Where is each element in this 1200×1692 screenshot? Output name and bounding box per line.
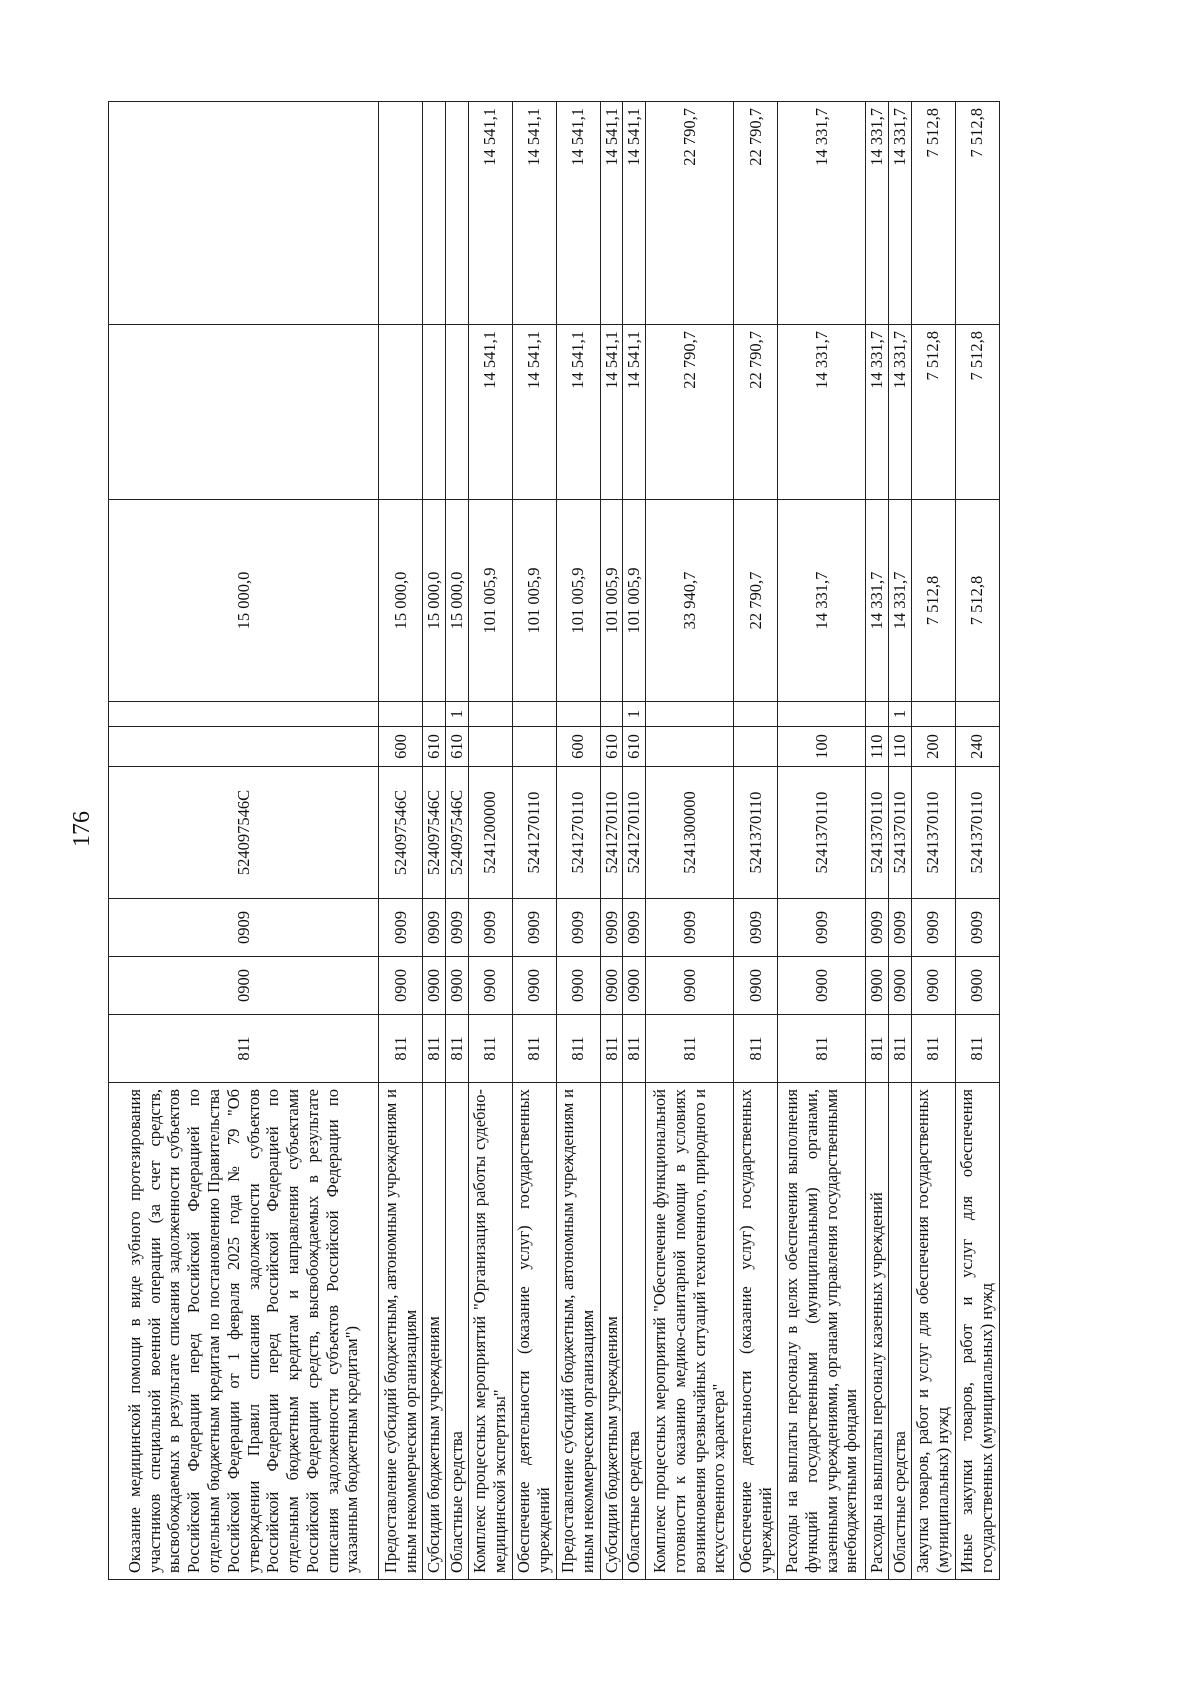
cell-vr: 200 bbox=[911, 727, 955, 767]
cell-rz: 0900 bbox=[911, 957, 955, 1015]
table-row bbox=[556, 102, 600, 1580]
cell-name: Закупка товаров, работ и услуг для обеспечения государственных (муниципальных) нужд bbox=[911, 1083, 955, 1580]
cell-v1: 15 000,0 bbox=[109, 500, 379, 702]
cell-gr: 811 bbox=[955, 1015, 999, 1083]
cell-v1: 101 005,9 bbox=[556, 500, 600, 702]
cell-vr bbox=[512, 727, 556, 767]
table-row bbox=[600, 102, 623, 1580]
cell-vr: 100 bbox=[778, 727, 866, 767]
table-row bbox=[911, 102, 955, 1580]
cell-mark bbox=[778, 702, 866, 727]
cell-v2: 14 541,1 bbox=[556, 325, 600, 500]
cell-mark: 1 bbox=[445, 702, 468, 727]
cell-mark bbox=[734, 702, 778, 727]
cell-v3: 14 541,1 bbox=[600, 102, 623, 325]
cell-cs: 524097546C bbox=[379, 767, 423, 899]
cell-mark bbox=[379, 702, 423, 727]
cell-v2: 14 331,7 bbox=[778, 325, 866, 500]
page-number: 176 bbox=[69, 811, 95, 847]
cell-cs: 5241270110 bbox=[600, 767, 623, 899]
table-row bbox=[778, 102, 866, 1580]
cell-v2 bbox=[423, 325, 446, 500]
cell-v3: 14 331,7 bbox=[778, 102, 866, 325]
cell-cs: 524097546C bbox=[109, 767, 379, 899]
cell-gr: 811 bbox=[911, 1015, 955, 1083]
cell-gr: 811 bbox=[109, 1015, 379, 1083]
cell-rz: 0900 bbox=[888, 957, 911, 1015]
cell-pr: 0909 bbox=[623, 899, 646, 957]
table-row bbox=[646, 102, 734, 1580]
cell-gr: 811 bbox=[512, 1015, 556, 1083]
cell-vr: 240 bbox=[955, 727, 999, 767]
cell-mark bbox=[911, 702, 955, 727]
cell-v3: 14 541,1 bbox=[556, 102, 600, 325]
cell-v2: 22 790,7 bbox=[734, 325, 778, 500]
cell-v3: 14 541,1 bbox=[468, 102, 512, 325]
cell-v1: 7 512,8 bbox=[955, 500, 999, 702]
cell-cs: 524097546C bbox=[423, 767, 446, 899]
cell-v2 bbox=[445, 325, 468, 500]
cell-gr: 811 bbox=[888, 1015, 911, 1083]
cell-gr: 811 bbox=[734, 1015, 778, 1083]
cell-v2: 14 331,7 bbox=[866, 325, 889, 500]
cell-mark bbox=[646, 702, 734, 727]
cell-v3 bbox=[379, 102, 423, 325]
budget-table-sheet bbox=[108, 102, 1048, 1580]
cell-pr: 0909 bbox=[109, 899, 379, 957]
cell-v1: 22 790,7 bbox=[734, 500, 778, 702]
cell-name: Комплекс процессных мероприятий "Организация работы судебно-медицинской экспертизы" bbox=[468, 1083, 512, 1580]
cell-v3 bbox=[109, 102, 379, 325]
cell-rz: 0900 bbox=[623, 957, 646, 1015]
cell-pr: 0909 bbox=[423, 899, 446, 957]
cell-pr: 0909 bbox=[866, 899, 889, 957]
cell-pr: 0909 bbox=[556, 899, 600, 957]
cell-v2: 14 541,1 bbox=[468, 325, 512, 500]
cell-v1: 101 005,9 bbox=[623, 500, 646, 702]
cell-v1: 33 940,7 bbox=[646, 500, 734, 702]
table-row bbox=[955, 102, 999, 1580]
table-row bbox=[445, 102, 468, 1580]
cell-rz: 0900 bbox=[778, 957, 866, 1015]
cell-gr: 811 bbox=[379, 1015, 423, 1083]
cell-vr: 600 bbox=[379, 727, 423, 767]
cell-name: Обеспечение деятельности (оказание услуг) государственных учреждений bbox=[734, 1083, 778, 1580]
cell-v1: 101 005,9 bbox=[600, 500, 623, 702]
cell-cs: 5241270110 bbox=[512, 767, 556, 899]
cell-v3: 14 541,1 bbox=[623, 102, 646, 325]
table-row bbox=[866, 102, 889, 1580]
cell-v1: 101 005,9 bbox=[468, 500, 512, 702]
cell-mark bbox=[556, 702, 600, 727]
table-row bbox=[734, 102, 778, 1580]
cell-v2: 14 541,1 bbox=[512, 325, 556, 500]
cell-v2: 7 512,8 bbox=[911, 325, 955, 500]
cell-v2 bbox=[379, 325, 423, 500]
cell-v3: 7 512,8 bbox=[955, 102, 999, 325]
cell-name: Областные средства bbox=[888, 1083, 911, 1580]
cell-v2: 14 541,1 bbox=[600, 325, 623, 500]
cell-pr: 0909 bbox=[888, 899, 911, 957]
cell-v3: 22 790,7 bbox=[646, 102, 734, 325]
cell-vr bbox=[468, 727, 512, 767]
cell-v3 bbox=[445, 102, 468, 325]
cell-cs: 5241270110 bbox=[556, 767, 600, 899]
cell-cs: 5241370110 bbox=[778, 767, 866, 899]
table-row bbox=[888, 102, 911, 1580]
table-row bbox=[109, 102, 379, 1580]
cell-name: Предоставление субсидий бюджетным, автономным учреждениям и иным некоммерческим организациям bbox=[379, 1083, 423, 1580]
cell-cs: 5241370110 bbox=[888, 767, 911, 899]
cell-cs: 5241300000 bbox=[646, 767, 734, 899]
cell-vr: 610 bbox=[623, 727, 646, 767]
cell-pr: 0909 bbox=[911, 899, 955, 957]
cell-v1: 15 000,0 bbox=[423, 500, 446, 702]
cell-gr: 811 bbox=[423, 1015, 446, 1083]
cell-pr: 0909 bbox=[955, 899, 999, 957]
cell-name: Иные закупки товаров, работ и услуг для обеспечения государственных (муниципальных) нужд bbox=[955, 1083, 999, 1580]
cell-gr: 811 bbox=[445, 1015, 468, 1083]
cell-vr: 110 bbox=[888, 727, 911, 767]
cell-gr: 811 bbox=[623, 1015, 646, 1083]
cell-pr: 0909 bbox=[646, 899, 734, 957]
cell-vr: 610 bbox=[445, 727, 468, 767]
cell-v3 bbox=[423, 102, 446, 325]
table-row bbox=[379, 102, 423, 1580]
cell-mark bbox=[866, 702, 889, 727]
cell-name: Комплекс процессных мероприятий "Обеспечение функциональной готовности к оказанию медико-санитарной помощи в условиях возникновения чрезвычайных ситуаций техногенного, природного и искусственного характера" bbox=[646, 1083, 734, 1580]
cell-rz: 0900 bbox=[646, 957, 734, 1015]
cell-rz: 0900 bbox=[600, 957, 623, 1015]
cell-rz: 0900 bbox=[445, 957, 468, 1015]
cell-cs: 5241200000 bbox=[468, 767, 512, 899]
cell-gr: 811 bbox=[778, 1015, 866, 1083]
cell-pr: 0909 bbox=[445, 899, 468, 957]
cell-name: Расходы на выплаты персоналу казенных учреждений bbox=[866, 1083, 889, 1580]
cell-name: Субсидии бюджетным учреждениям bbox=[423, 1083, 446, 1580]
table-row bbox=[468, 102, 512, 1580]
cell-v1: 101 005,9 bbox=[512, 500, 556, 702]
cell-name: Обеспечение деятельности (оказание услуг) государственных учреждений bbox=[512, 1083, 556, 1580]
cell-v1: 15 000,0 bbox=[379, 500, 423, 702]
cell-v3: 14 541,1 bbox=[512, 102, 556, 325]
cell-mark bbox=[512, 702, 556, 727]
cell-rz: 0900 bbox=[423, 957, 446, 1015]
cell-v2: 7 512,8 bbox=[955, 325, 999, 500]
cell-name: Расходы на выплаты персоналу в целях обеспечения выполнения функций государственными (муниципальными) органами, казенными учреждениями, органами управления государственными внебюджетными фондами bbox=[778, 1083, 866, 1580]
cell-pr: 0909 bbox=[734, 899, 778, 957]
cell-rz: 0900 bbox=[955, 957, 999, 1015]
cell-mark bbox=[423, 702, 446, 727]
cell-mark: 1 bbox=[888, 702, 911, 727]
cell-v1: 14 331,7 bbox=[778, 500, 866, 702]
table-row bbox=[512, 102, 556, 1580]
cell-gr: 811 bbox=[600, 1015, 623, 1083]
cell-v2: 22 790,7 bbox=[646, 325, 734, 500]
cell-cs: 5241270110 bbox=[623, 767, 646, 899]
cell-pr: 0909 bbox=[512, 899, 556, 957]
cell-v2 bbox=[109, 325, 379, 500]
cell-name: Областные средства bbox=[445, 1083, 468, 1580]
cell-vr bbox=[646, 727, 734, 767]
cell-rz: 0900 bbox=[468, 957, 512, 1015]
cell-cs: 524097546C bbox=[445, 767, 468, 899]
cell-gr: 811 bbox=[468, 1015, 512, 1083]
table-row bbox=[423, 102, 446, 1580]
cell-vr: 110 bbox=[866, 727, 889, 767]
cell-name: Предоставление субсидий бюджетным, автономным учреждениям и иным некоммерческим организациям bbox=[556, 1083, 600, 1580]
cell-name: Областные средства bbox=[623, 1083, 646, 1580]
cell-cs: 5241370110 bbox=[911, 767, 955, 899]
cell-rz: 0900 bbox=[734, 957, 778, 1015]
cell-gr: 811 bbox=[866, 1015, 889, 1083]
cell-gr: 811 bbox=[556, 1015, 600, 1083]
cell-rz: 0900 bbox=[109, 957, 379, 1015]
cell-gr: 811 bbox=[646, 1015, 734, 1083]
cell-mark bbox=[109, 702, 379, 727]
cell-v2: 14 331,7 bbox=[888, 325, 911, 500]
cell-cs: 5241370110 bbox=[955, 767, 999, 899]
cell-v1: 14 331,7 bbox=[888, 500, 911, 702]
cell-pr: 0909 bbox=[778, 899, 866, 957]
cell-pr: 0909 bbox=[600, 899, 623, 957]
cell-rz: 0900 bbox=[512, 957, 556, 1015]
cell-v3: 7 512,8 bbox=[911, 102, 955, 325]
cell-rz: 0900 bbox=[379, 957, 423, 1015]
cell-rz: 0900 bbox=[866, 957, 889, 1015]
cell-vr: 610 bbox=[423, 727, 446, 767]
cell-pr: 0909 bbox=[379, 899, 423, 957]
cell-vr bbox=[109, 727, 379, 767]
budget-table bbox=[108, 101, 1000, 1580]
cell-v1: 15 000,0 bbox=[445, 500, 468, 702]
cell-mark: 1 bbox=[623, 702, 646, 727]
cell-vr bbox=[734, 727, 778, 767]
cell-pr: 0909 bbox=[468, 899, 512, 957]
cell-v2: 14 541,1 bbox=[623, 325, 646, 500]
cell-v1: 7 512,8 bbox=[911, 500, 955, 702]
cell-v3: 22 790,7 bbox=[734, 102, 778, 325]
cell-rz: 0900 bbox=[556, 957, 600, 1015]
cell-mark bbox=[955, 702, 999, 727]
cell-cs: 5241370110 bbox=[866, 767, 889, 899]
cell-v3: 14 331,7 bbox=[888, 102, 911, 325]
cell-cs: 5241370110 bbox=[734, 767, 778, 899]
cell-mark bbox=[600, 702, 623, 727]
cell-v1: 14 331,7 bbox=[866, 500, 889, 702]
cell-name: Субсидии бюджетным учреждениям bbox=[600, 1083, 623, 1580]
table-row bbox=[623, 102, 646, 1580]
cell-mark bbox=[468, 702, 512, 727]
cell-vr: 610 bbox=[600, 727, 623, 767]
cell-name: Оказание медицинской помощи в виде зубного протезирования участников специальной военной операции (за счет средств, высвобождаемых в результате списания задолженности субъектов Российской Федерации перед Российской Федерацией по отдельным бюджетным кредитам по постановлению Правительства Российской Федерации от 1 февраля 2025 года № 79 "Об утверждении Правил списания задолженности субъектов Российской Федерации перед Российской Федерацией по отдельным бюджетным кредитам и направления субъектами Российской Федерации средств, высвобождаемых в результате списания задолженности субъектов Российской Федерации по указанным бюджетным кредитам") bbox=[109, 1083, 379, 1580]
cell-v3: 14 331,7 bbox=[866, 102, 889, 325]
cell-vr: 600 bbox=[556, 727, 600, 767]
